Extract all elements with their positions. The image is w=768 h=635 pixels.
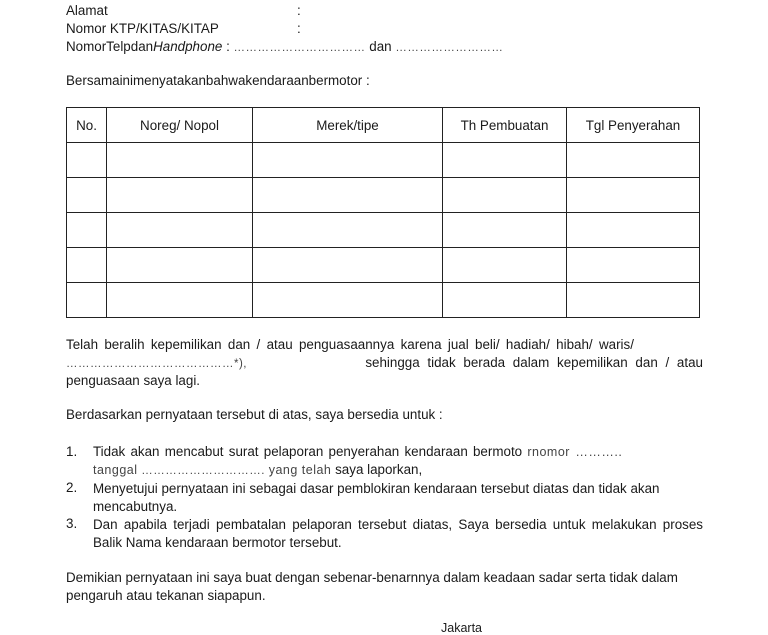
table-cell[interactable]: [253, 213, 443, 248]
table-cell[interactable]: [107, 283, 253, 318]
list-item-1-text: Tidak akan mencabut surat pelaporan penyerahan kendaraan bermoto: [93, 444, 523, 459]
table-cell[interactable]: [67, 213, 107, 248]
table-row: [67, 248, 700, 283]
table-cell[interactable]: [67, 143, 107, 178]
list-item-1-yang-telah: yang telah: [268, 463, 332, 477]
table-cell[interactable]: [107, 213, 253, 248]
phone-dots-1: ……………………………: [233, 42, 366, 54]
signature-place: Jakarta: [441, 621, 482, 635]
table-cell[interactable]: [443, 213, 567, 248]
closing-statement: Demikian pernyataan ini saya buat dengan sebenar-benarnnya dalam keadaan sadar serta tidak dalam pengaruh atau tekanan siapapun.: [66, 570, 678, 603]
table-cell[interactable]: [253, 143, 443, 178]
table-cell[interactable]: [67, 178, 107, 213]
table-cell[interactable]: [567, 248, 700, 283]
table-cell[interactable]: [567, 143, 700, 178]
table-cell[interactable]: [567, 178, 700, 213]
transfer-dots: ……………………………………*),: [66, 358, 247, 370]
ktp-colon: :: [297, 21, 301, 36]
basis-statement: Berdasarkan pernyataan tersebut di atas, saya bersedia untuk :: [66, 407, 443, 422]
vehicle-table: [66, 107, 700, 318]
list-number-2: 2.: [66, 480, 78, 495]
table-cell[interactable]: [567, 213, 700, 248]
table-header-row: [67, 108, 700, 143]
col-header-noreg: Noreg/ Nopol: [107, 108, 253, 143]
table-row: [67, 213, 700, 248]
table-cell[interactable]: [107, 248, 253, 283]
col-header-tgl: Tgl Penyerahan: [567, 108, 700, 143]
table-cell[interactable]: [107, 143, 253, 178]
table-cell[interactable]: [443, 248, 567, 283]
col-header-tahun: Th Pembuatan: [443, 108, 567, 143]
list-number-3: 3.: [66, 516, 78, 531]
table-cell[interactable]: [567, 283, 700, 318]
list-item-1-tanggal: tanggal: [93, 463, 138, 477]
transfer-line-2-rest: sehingga tidak berada dalam kepemilikan dan / atau: [365, 355, 703, 370]
table-cell[interactable]: [443, 283, 567, 318]
list-item-3-text: Dan apabila terjadi pembatalan pelaporan tersebut diatas, Saya bersedia untuk melakukan proses Balik Nama kendaraan bermotor tersebut.: [93, 517, 703, 550]
table-row: [67, 143, 700, 178]
alamat-colon: :: [297, 3, 301, 18]
list-item-1-tail: rnomor ………..: [527, 445, 623, 459]
intro-statement: Bersamainimenyatakanbahwakendaraanbermotor :: [66, 73, 370, 88]
list-item-2-text: Menyetujui pernyataan ini sebagai dasar pemblokiran kendaraan tersebut diatas dan tidak akan mencabutnya.: [93, 481, 660, 514]
table-cell[interactable]: [443, 178, 567, 213]
list-item-1-dots: ………………………….: [141, 465, 265, 477]
table-row: [67, 283, 700, 318]
col-header-no: No.: [67, 108, 107, 143]
phone-and: dan: [369, 39, 392, 54]
table-cell[interactable]: [253, 178, 443, 213]
phone-label: [66, 39, 503, 54]
phone-colon: :: [226, 39, 230, 54]
alamat-label: Alamat: [66, 3, 108, 18]
phone-dots-2: ………………………: [395, 42, 504, 54]
list-item-1-line-2: [93, 462, 422, 477]
transfer-line-1: Telah beralih kepemilikan dan / atau penguasaannya karena jual beli/ hadiah/ hibah/ waris/: [66, 337, 634, 352]
transfer-line-3: penguasaan saya lagi.: [66, 373, 201, 388]
table-row: [67, 178, 700, 213]
table-cell[interactable]: [253, 248, 443, 283]
col-header-merek: Merek/tipe: [253, 108, 443, 143]
table-cell[interactable]: [253, 283, 443, 318]
table-cell[interactable]: [67, 248, 107, 283]
table-cell[interactable]: [443, 143, 567, 178]
phone-label-prefix: NomorTelpdan: [66, 39, 154, 54]
table-cell[interactable]: [107, 178, 253, 213]
transfer-line-2: [66, 355, 703, 370]
list-item-1-line-1: [93, 444, 622, 459]
list-number-1: 1.: [66, 444, 78, 459]
ktp-label: Nomor KTP/KITAS/KITAP: [66, 21, 219, 36]
phone-label-handphone: Handphone: [153, 39, 223, 54]
list-item-1-saya-laporkan: saya laporkan,: [335, 462, 423, 477]
table-cell[interactable]: [67, 283, 107, 318]
